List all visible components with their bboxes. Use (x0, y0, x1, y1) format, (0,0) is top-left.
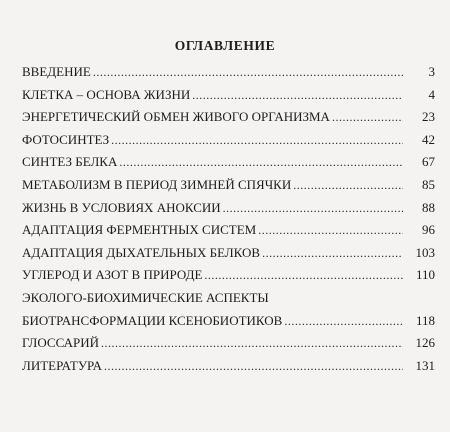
toc-entry (22, 222, 435, 245)
toc-entry-page: 3 (428, 64, 435, 79)
dot-leader (332, 110, 403, 125)
toc-entry (22, 132, 435, 155)
toc-entry-page: 85 (422, 176, 435, 192)
toc-entry-label: СИНТЕЗ БЕЛКА (22, 154, 118, 170)
toc-entry (22, 290, 435, 313)
dot-leader (101, 336, 403, 351)
toc-entry-label: ЛИТЕРАТУРА (22, 357, 102, 373)
toc-entry (22, 245, 435, 268)
dot-leader (204, 268, 403, 283)
dot-leader (119, 155, 403, 170)
toc-entry-label: ГЛОССАРИЙ (22, 335, 99, 351)
dot-leader (93, 65, 403, 80)
toc-entry-page: 126 (415, 335, 435, 351)
toc-entry-page: 131 (415, 357, 435, 373)
dot-leader (104, 359, 403, 374)
toc-entry-label: ФОТОСИНТЕЗ (22, 131, 110, 147)
toc-entry (22, 64, 435, 87)
toc-entry (22, 267, 435, 290)
toc-entry-page: 4 (428, 86, 435, 102)
toc-entry-label: ЖИЗНЬ В УСЛОВИЯХ АНОКСИИ (22, 199, 221, 215)
dot-leader (284, 314, 403, 329)
toc-entry (22, 313, 435, 336)
toc-entry-label: КЛЕТКА – ОСНОВА ЖИЗНИ (22, 86, 191, 102)
toc-entry-page: 103 (415, 244, 435, 260)
table-of-contents (22, 64, 435, 380)
dot-leader (223, 201, 403, 216)
toc-entry-page: 110 (415, 267, 435, 283)
toc-entry-label: АДАПТАЦИЯ ФЕРМЕНТНЫХ СИСТЕМ (22, 222, 257, 238)
toc-entry (22, 109, 435, 132)
toc-entry-label: ЭКОЛОГО-БИОХИМИЧЕСКИЕ АСПЕКТЫ (22, 289, 269, 305)
toc-entry (22, 154, 435, 177)
dot-leader (262, 246, 403, 261)
dot-leader (111, 133, 403, 148)
toc-entry (22, 335, 435, 358)
toc-entry-label: ВВЕДЕНИЕ (22, 64, 91, 79)
toc-entry-page: 42 (422, 131, 435, 147)
toc-entry-page: 88 (422, 199, 435, 215)
toc-entry-label: ЭНЕРГЕТИЧЕСКИЙ ОБМЕН ЖИВОГО ОРГАНИЗМА (22, 109, 330, 125)
dot-leader (192, 88, 403, 103)
toc-entry (22, 177, 435, 200)
dot-leader (293, 178, 403, 193)
toc-entry-page: 96 (422, 222, 435, 238)
toc-entry-page: 23 (422, 109, 435, 125)
toc-entry-label: АДАПТАЦИЯ ДЫХАТЕЛЬНЫХ БЕЛКОВ (22, 244, 261, 260)
page-title: ОГЛАВЛЕНИЕ (174, 38, 276, 53)
toc-entry-page: 118 (415, 312, 435, 328)
toc-entry-label: БИОТРАНСФОРМАЦИИ КСЕНОБИОТИКОВ (22, 312, 283, 328)
dot-leader (258, 223, 403, 238)
toc-entry-label: УГЛЕРОД И АЗОТ В ПРИРОДЕ (22, 267, 203, 283)
toc-entry (22, 358, 435, 381)
toc-entry (22, 87, 435, 110)
toc-entry (22, 200, 435, 223)
toc-entry-page: 67 (422, 154, 435, 170)
toc-entry-label: МЕТАБОЛИЗМ В ПЕРИОД ЗИМНЕЙ СПЯЧКИ (22, 176, 292, 192)
